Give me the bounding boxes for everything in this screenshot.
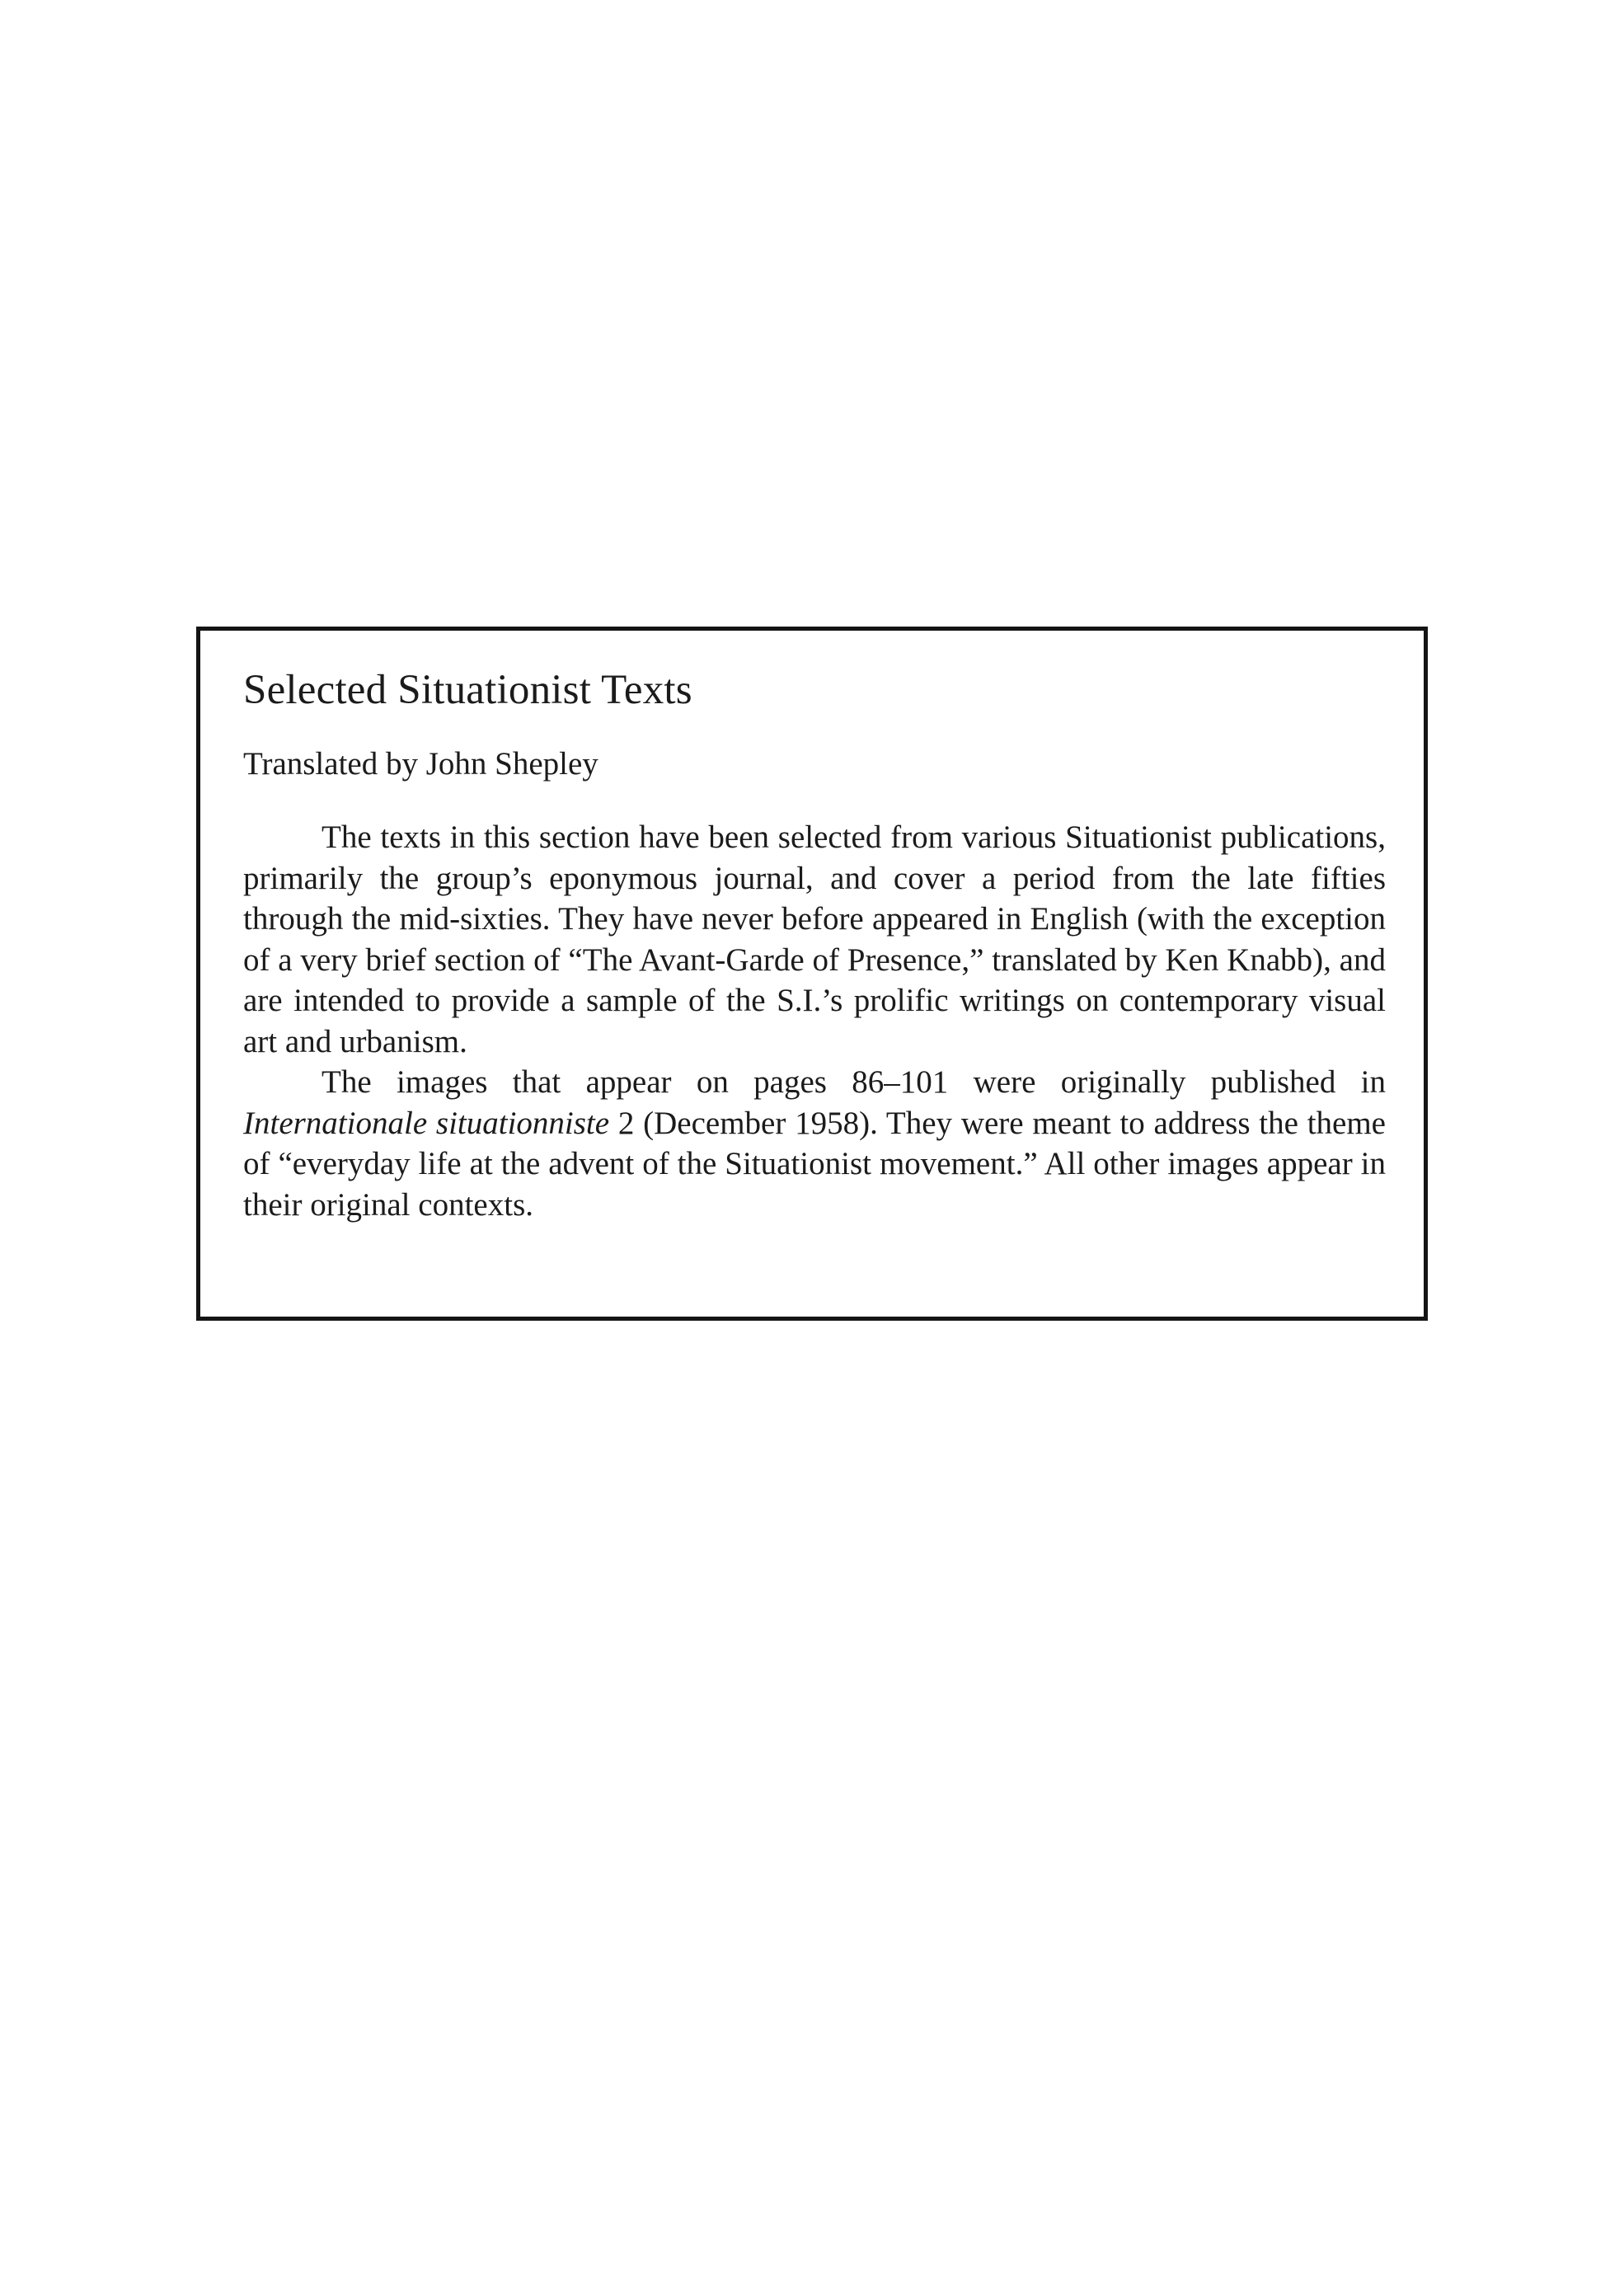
section-title: Selected Situationist Texts	[243, 667, 692, 713]
images-paragraph	[243, 1062, 1386, 1225]
images-paragraph-text-start: The images that appear on pages 86–101 were originally published in	[322, 1064, 1386, 1100]
images-paragraph-text-end: 2 (December 1958). They were meant to address the theme of “everyday life at the advent of the Situationist movement.” All other images appear in their original contexts.	[243, 1105, 1386, 1223]
text-box	[196, 627, 1428, 1321]
intro-paragraph: The texts in this section have been selected from various Situationist publications, primarily the group’s eponymous journal, and cover a period from the late fifties through the mid-sixties. They have never before appeared in English (with the exception of a very brief section of “The Avant-Garde of Presence,” translated by Ken Knabb), and are intended to provide a sample of the S.I.’s prolific writings on contemporary visual art and urbanism.	[243, 819, 1386, 1059]
translator-byline: Translated by John Shepley	[243, 746, 598, 782]
journal-title: Internationale situationniste	[243, 1105, 610, 1141]
